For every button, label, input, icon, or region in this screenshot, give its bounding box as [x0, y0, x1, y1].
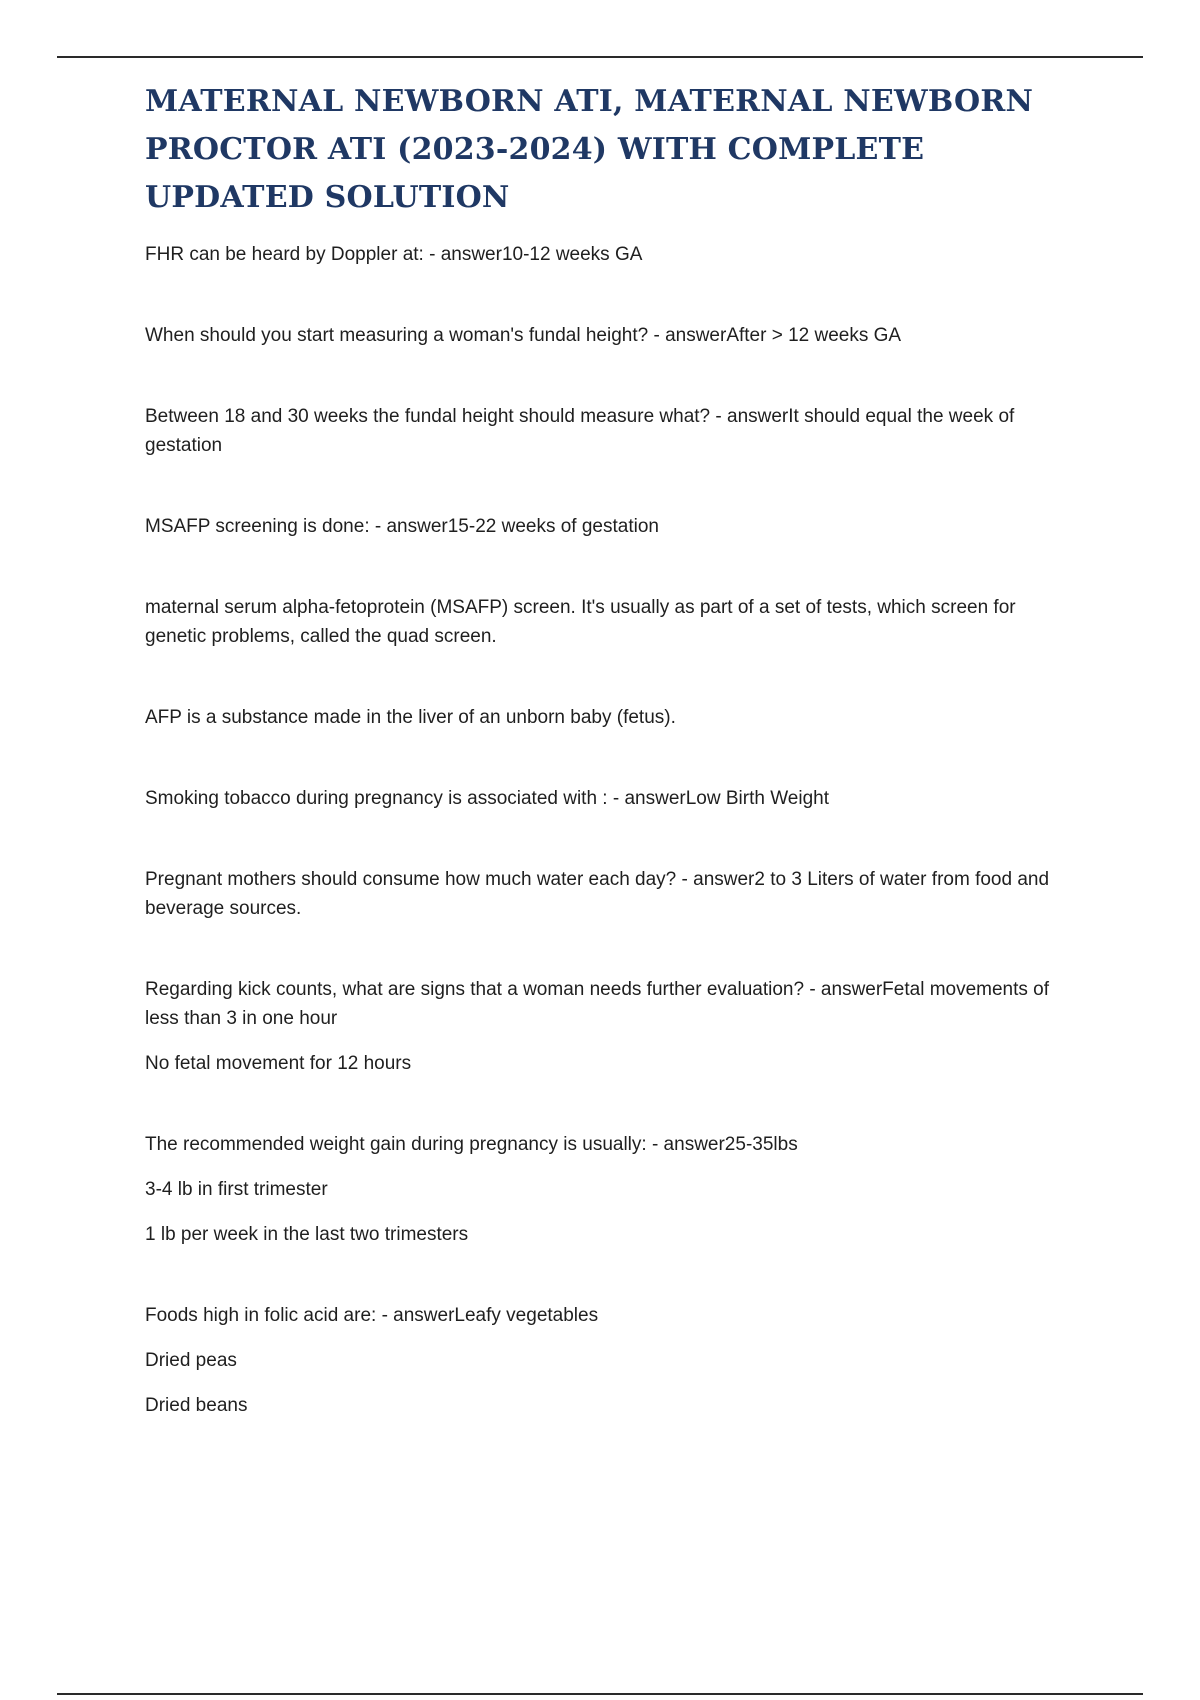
- qa-item-smoking: [145, 784, 1075, 813]
- qa-text: FHR can be heard by Doppler at: - answer10-12 weeks GA: [145, 244, 643, 265]
- qa-item-msafp-definition: [145, 593, 1075, 651]
- qa-item-folic-acid: [145, 1301, 1075, 1420]
- qa-text: The recommended weight gain during pregnancy is usually: - answer25-35lbs: [145, 1134, 798, 1155]
- qa-item-fhr-doppler: [145, 240, 1075, 269]
- qa-item-fundal-height-measure: [145, 402, 1075, 460]
- document-title: MATERNAL NEWBORN ATI, MATERNAL NEWBORN PROCTOR ATI (2023-2024) WITH COMPLETE UPDATED SOLUTION: [145, 84, 1034, 215]
- qa-extra-line: Dried beans: [145, 1395, 248, 1416]
- qa-text: maternal serum alpha-fetoprotein (MSAFP) screen. It's usually as part of a set of tests, which screen for genetic problems, called the quad screen.: [145, 597, 1016, 647]
- qa-text: Smoking tobacco during pregnancy is associated with : - answerLow Birth Weight: [145, 788, 829, 809]
- qa-item-kick-counts: [145, 975, 1075, 1078]
- qa-text: AFP is a substance made in the liver of an unborn baby (fetus).: [145, 707, 676, 728]
- bottom-rule: [57, 1693, 1143, 1695]
- qa-item-msafp-timing: [145, 512, 1075, 541]
- qa-text: Pregnant mothers should consume how much water each day? - answer2 to 3 Liters of water from food and beverage sources.: [145, 869, 1050, 919]
- qa-item-afp-definition: [145, 703, 1075, 732]
- qa-text: Regarding kick counts, what are signs that a woman needs further evaluation? - answerFetal movements of less than 3 in one hour: [145, 979, 1050, 1029]
- qa-extra-line: 3-4 lb in first trimester: [145, 1179, 328, 1200]
- qa-item-weight-gain: [145, 1130, 1075, 1249]
- qa-text: Foods high in folic acid are: - answerLeafy vegetables: [145, 1305, 599, 1326]
- qa-extra-line: Dried peas: [145, 1350, 237, 1371]
- qa-text: When should you start measuring a woman's fundal height? - answerAfter > 12 weeks GA: [145, 325, 902, 346]
- qa-extra-line: 1 lb per week in the last two trimesters: [145, 1224, 469, 1245]
- document-page: [145, 78, 1075, 1472]
- qa-item-water-intake: [145, 865, 1075, 923]
- qa-text: Between 18 and 30 weeks the fundal height should measure what? - answerIt should equal the week of gestation: [145, 406, 1015, 456]
- qa-list: [145, 240, 1075, 1420]
- top-rule: [57, 56, 1143, 58]
- qa-text: MSAFP screening is done: - answer15-22 weeks of gestation: [145, 516, 659, 537]
- qa-extra-line: No fetal movement for 12 hours: [145, 1053, 412, 1074]
- qa-item-fundal-height-start: [145, 321, 1075, 350]
